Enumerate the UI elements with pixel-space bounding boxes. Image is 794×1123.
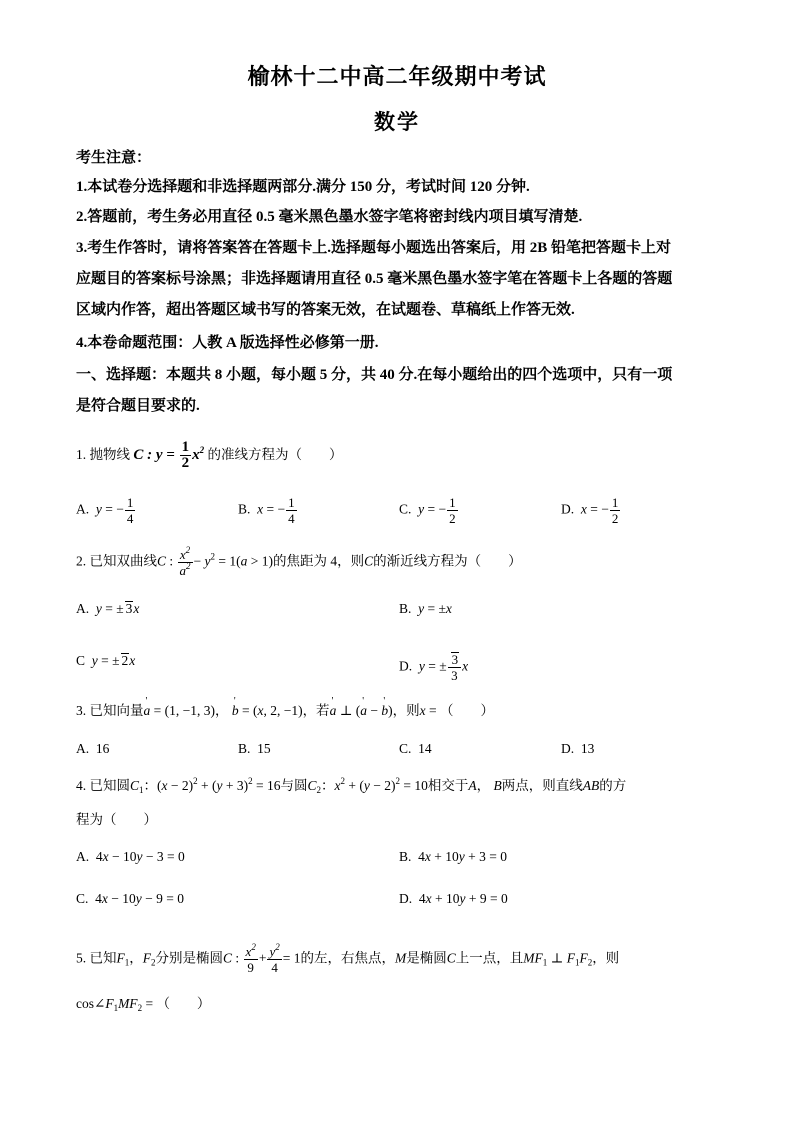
question-4: 4. 已知圆$C_1$：$(x - 2)^2 + (y + 3)^2 = 16$与圆$C_2$：$x^2 + (y - 2)^2 = 10$相交于A， B两点，则直线AB的方 — [76, 776, 627, 795]
question-1-option-b[interactable]: B. x = − $\frac{1}{4}$ — [238, 495, 295, 526]
question-1-prefix: 1. 抛物线 — [76, 446, 130, 462]
notice-item-2: 2.答题前，考生务必用直径 0.5 毫米黑色墨水签字笔将密封线内项目填写清楚. — [76, 209, 583, 225]
question-1-suffix: 的准线方程为（ ） — [207, 446, 343, 462]
question-5-line-2: $\cos\angle F_1MF_2$ = （ ） — [76, 996, 211, 1013]
exam-title: 榆林十二中高二年级期中考试 — [247, 64, 547, 89]
question-1-option-c[interactable]: C. y = − $\frac{1}{2}$ — [399, 495, 456, 526]
question-1-option-a[interactable]: A. y = − $\frac{1}{4}$ — [76, 495, 134, 526]
question-2-option-c[interactable]: C y = ± 2x — [76, 653, 136, 668]
section-1-line-1: 一、选择题：本题共 8 小题，每小题 5 分，共 40 分.在每小题给出的四个选项中，只有一项 — [76, 367, 673, 383]
notice-heading: 考生注意： — [76, 150, 152, 166]
question-4-option-a[interactable]: A. 4x − 10y − 3 = 0 — [76, 849, 185, 864]
question-3-option-b[interactable]: B. 15 — [238, 741, 271, 756]
question-3-option-a[interactable]: A. 16 — [76, 741, 110, 756]
question-2-option-b[interactable]: B. y = ±x — [399, 601, 452, 616]
question-2-option-a[interactable]: A. y = ± 3x — [76, 601, 140, 616]
question-3-option-d[interactable]: D. 13 — [561, 741, 595, 756]
question-1-formula: C : y = $\frac{1}{2}$ $x^2$ — [133, 439, 205, 471]
notice-item-3-line-2: 应题目的答案标号涂黑；非选择题请用直径 0.5 毫米黑色墨水签字笔在答题卡上各题的答题 — [76, 271, 673, 287]
question-2-option-d[interactable]: D. y = ± $\frac{3}{3}$ x — [399, 652, 469, 683]
question-3-option-c[interactable]: C. 14 — [399, 741, 432, 756]
notice-item-3-line-1: 3.考生作答时，请将答案答在答题卡上.选择题每小题选出答案后，用 2B 铅笔把答题卡上对 — [76, 240, 672, 256]
notice-item-1: 1.本试卷分选择题和非选择题两部分.满分 150 分，考试时间 120 分钟. — [76, 179, 530, 195]
question-1-option-d[interactable]: D. x = − $\frac{1}{2}$ — [561, 495, 619, 526]
question-1 — [76, 440, 342, 471]
section-1-line-2: 是符合题目要求的. — [76, 398, 200, 414]
notice-item-3-line-3: 区域内作答，超出答题区域书写的答案无效，在试题卷、草稿纸上作答无效. — [76, 302, 575, 318]
question-4-option-b[interactable]: B. 4x + 10y + 3 = 0 — [399, 849, 507, 864]
notice-item-4: 4.本卷命题范围：人教 A 版选择性必修第一册. — [76, 335, 379, 351]
question-2: 2. 已知双曲线C : $\frac{x^2}{a^2}$ − $y^2 = 1(a > 1)$的焦距为 4，则C的渐近线方程为（ ） — [76, 545, 522, 578]
exam-subject: 数学 — [374, 110, 420, 134]
question-3: 3. 已知向量' a = (1, −1, 3)， ' b = (x, 2, −1)，若' a ⊥ (' a − ' b)，则x = （ ） — [76, 702, 494, 720]
question-4-option-d[interactable]: D. 4x + 10y + 9 = 0 — [399, 891, 508, 906]
question-4-line-2: 程为（ ） — [76, 812, 157, 827]
question-4-option-c[interactable]: C. 4x − 10y − 9 = 0 — [76, 891, 184, 906]
question-5: 5. 已知$F_1$，$F_2$分别是椭圆C : $\frac{x^2}{9}$ + $\frac{y^2}{4}$ = 1的左，右焦点，M是椭圆C上一点，且$MF_1$ ⊥ $F_1F_2$，则 — [76, 942, 620, 975]
